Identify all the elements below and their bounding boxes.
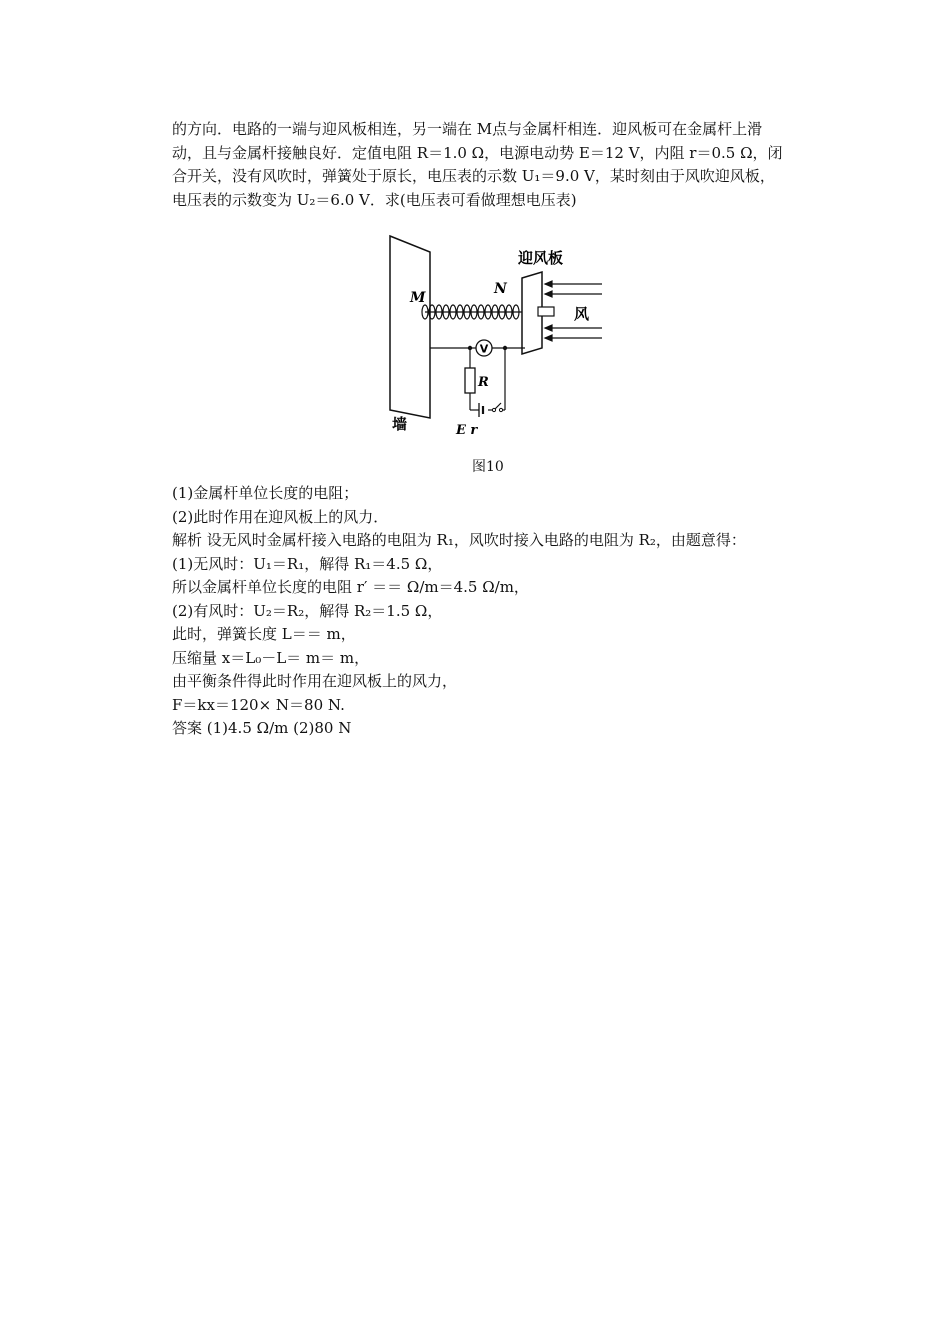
- label-N: N: [494, 281, 507, 297]
- label-R: R: [478, 375, 489, 390]
- figure-caption: 图10: [472, 459, 504, 475]
- resistor-icon: [465, 368, 475, 393]
- junction-dot-left: [468, 346, 472, 350]
- label-Er: E r: [456, 423, 478, 438]
- intro-line-2: 动，且与金属杆接触良好．定值电阻 R＝1.0 Ω，电源电动势 E＝12 V，内阻 r＝0.5 Ω，闭: [172, 143, 783, 162]
- analysis-line: 所以金属杆单位长度的电阻 r′ ＝＝ Ω/m＝4.5 Ω/m，: [172, 578, 529, 596]
- answer-line: 答案 (1)4.5 Ω/m (2)80 N: [172, 719, 352, 737]
- analysis-intro: 解析 设无风时金属杆接入电路的电阻为 R₁，风吹时接入电路的电阻为 R₂，由题意得：: [172, 531, 746, 549]
- rod-end-block: [538, 307, 554, 316]
- analysis-line: 由平衡条件得此时作用在迎风板上的风力，: [172, 672, 458, 690]
- label-M: M: [410, 290, 426, 306]
- voltmeter-label: V: [479, 342, 489, 356]
- question-2: (2)此时作用在迎风板上的风力．: [172, 507, 389, 526]
- label-board: 迎风板: [518, 249, 564, 267]
- wall-shape: [390, 236, 430, 418]
- problem-intro: [172, 118, 812, 212]
- circuit-figure: [370, 230, 610, 445]
- analysis-line: F＝kx＝120× N＝80 N.: [172, 695, 345, 714]
- analysis-line: (1)无风时：U₁＝R₁，解得 R₁＝4.5 Ω，: [172, 554, 443, 573]
- intro-line-4: 电压表的示数变为 U₂＝6.0 V．求(电压表可看做理想电压表): [172, 190, 577, 209]
- intro-line-3: 合开关，没有风吹时，弹簧处于原长，电压表的示数 U₁＝9.0 V，某时刻由于风吹迎风板，: [172, 167, 775, 185]
- junction-dot-right: [503, 346, 507, 350]
- intro-line-1: 的方向．电路的一端与迎风板相连，另一端在 M点与金属杆相连．迎风板可在金属杆上滑: [172, 120, 763, 138]
- switch-contact: [499, 408, 502, 411]
- analysis-line: 压缩量 x＝L₀－L＝ m＝ m，: [172, 648, 370, 667]
- analysis-line: (2)有风时：U₂＝R₂，解得 R₂＝1.5 Ω，: [172, 601, 443, 620]
- analysis-line: 此时，弹簧长度 L＝＝ m，: [172, 625, 356, 643]
- label-wind: 风: [574, 305, 590, 323]
- label-wall: 墙: [392, 415, 408, 433]
- switch-icon: [492, 408, 495, 411]
- question-1: (1)金属杆单位长度的电阻；: [172, 484, 359, 502]
- spring-coil: [422, 305, 519, 319]
- solution-body: [172, 482, 746, 741]
- circuit-diagram: [370, 230, 610, 445]
